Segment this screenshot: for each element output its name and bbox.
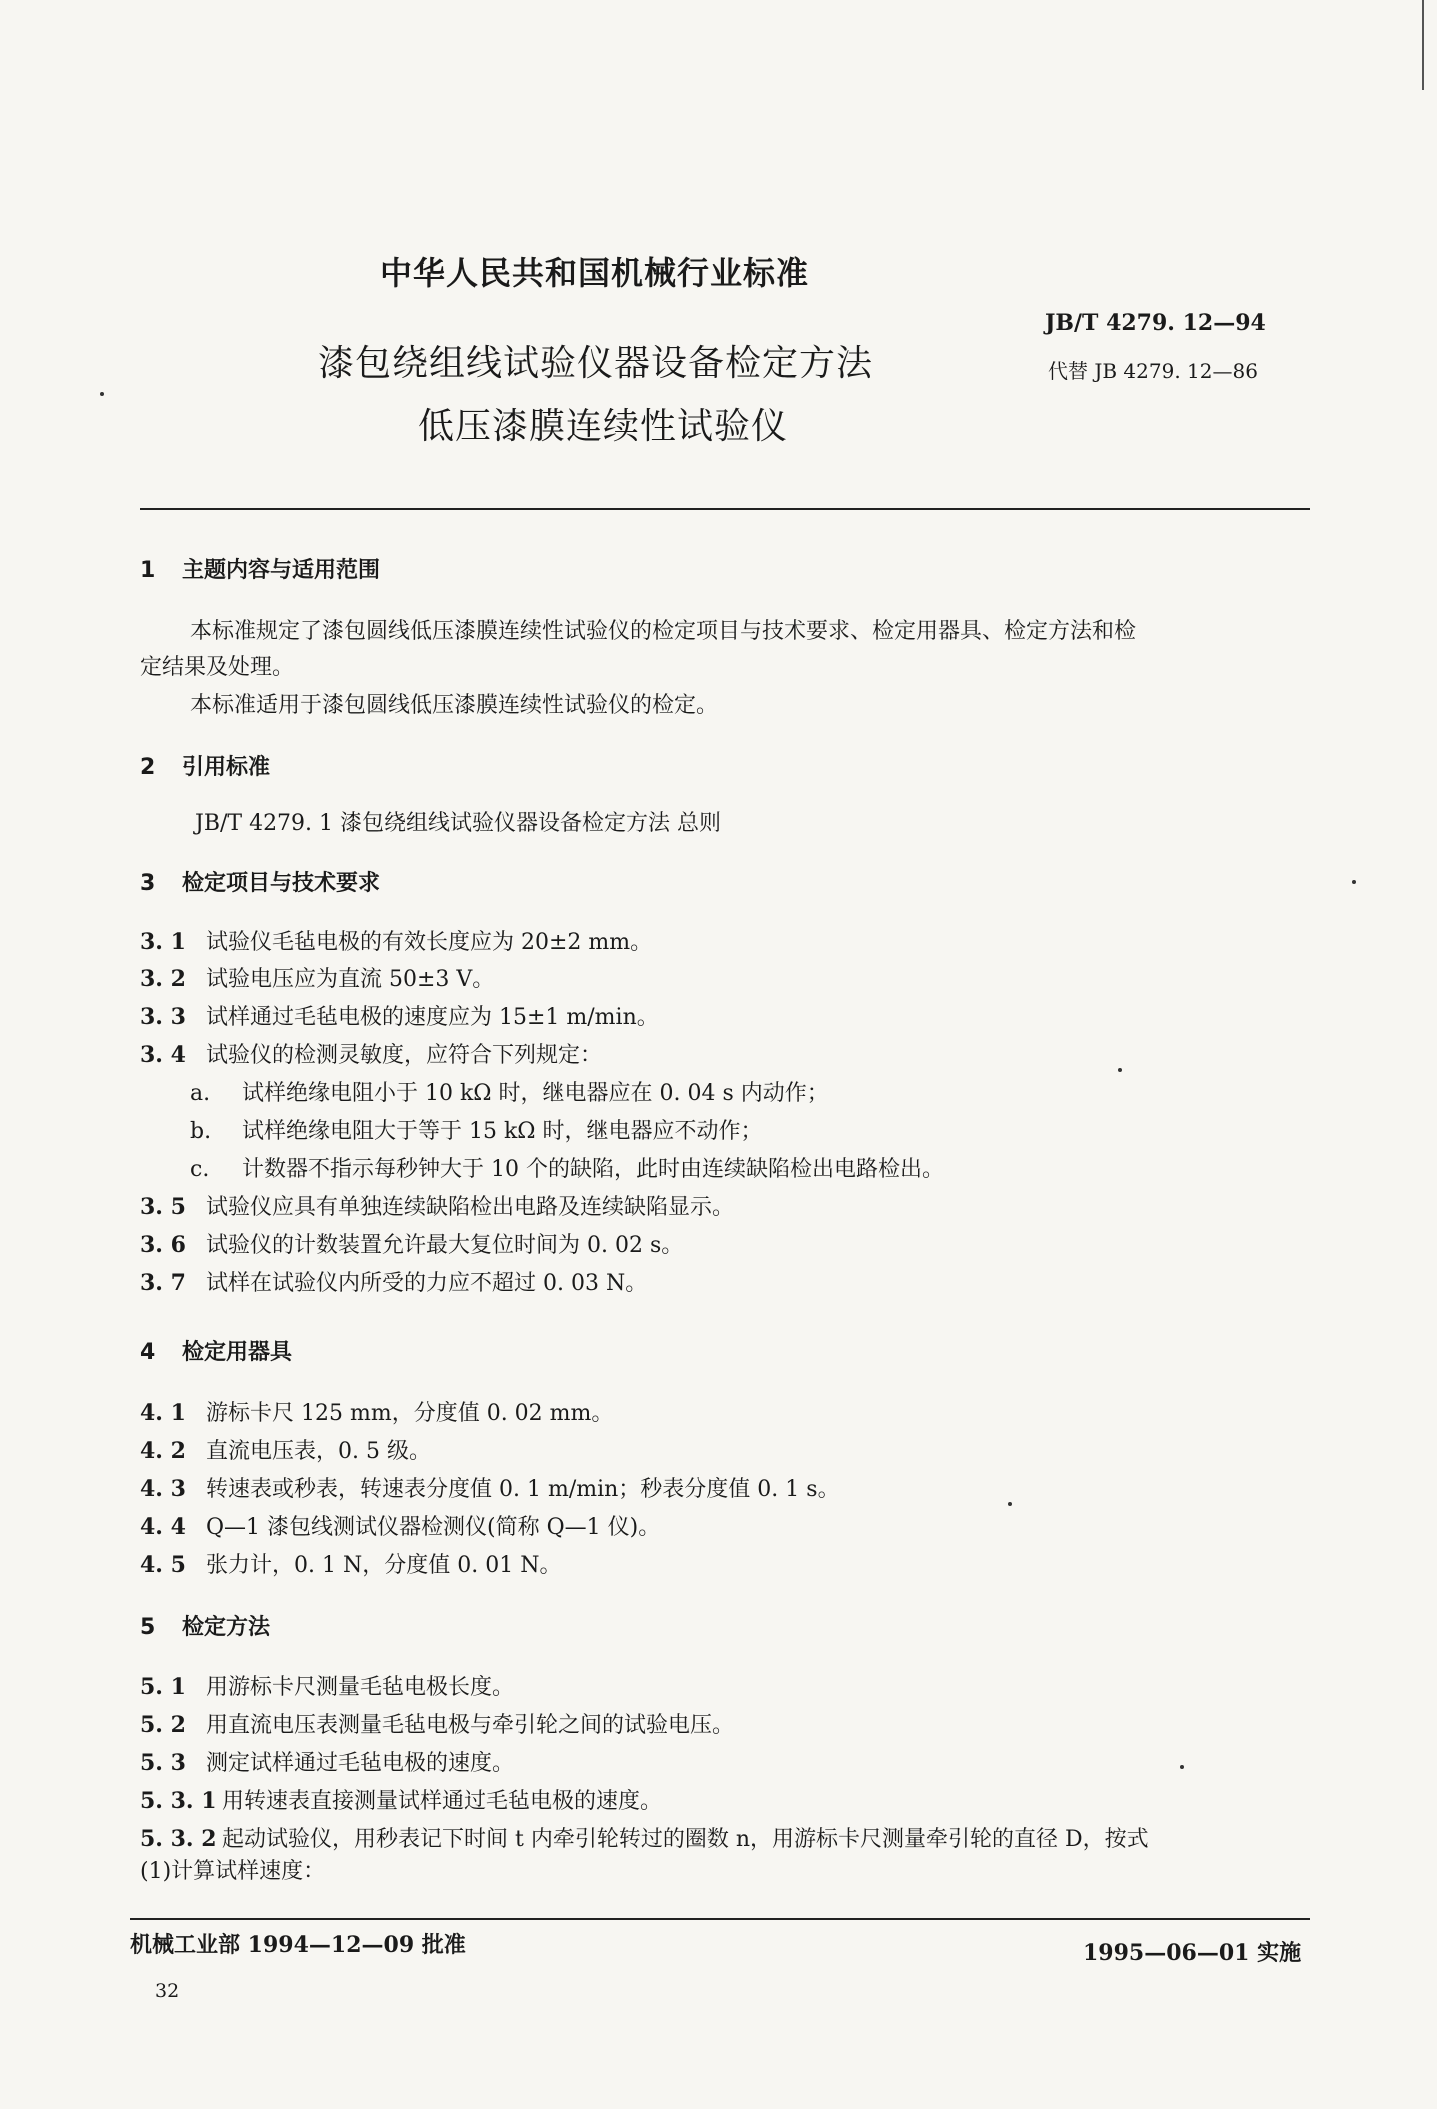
- document-title-line2: 低压漆膜连续性试验仪: [418, 406, 789, 447]
- clause-3-1: [140, 925, 652, 956]
- section-title: 检定用器具: [182, 1340, 293, 1365]
- effective-date: 1995—06—01 实施: [1083, 1940, 1302, 1966]
- clause-3-7: [140, 1266, 647, 1297]
- section-4-heading: [140, 1335, 292, 1366]
- section-number: 5: [140, 1615, 156, 1640]
- clause-5-3-2-continuation: (1)计算试样速度：: [140, 1859, 326, 1884]
- approval-date: 机械工业部 1994—12—09 批准: [130, 1932, 466, 1958]
- clause-3-5: [140, 1190, 734, 1221]
- clause-3-2: [140, 962, 494, 993]
- scan-speck: [100, 392, 104, 396]
- clause-text: 起动试验仪，用秒表记下时间 t 内牵引轮转过的圈数 n，用游标卡尺测量牵引轮的直径 D，按式: [222, 1827, 1149, 1852]
- clause-4-4: [140, 1510, 660, 1541]
- clause-number: 3. 2: [140, 966, 186, 992]
- clause-text: 试验仪毛毡电极的有效长度应为 20±2 mm。: [206, 930, 653, 955]
- clause-text: 试样通过毛毡电极的速度应为 15±1 m/min。: [206, 1005, 659, 1030]
- clause-number: 3. 6: [140, 1232, 186, 1258]
- clause-text: 测定试样通过毛毡电极的速度。: [206, 1751, 515, 1776]
- clause-3-3: [140, 1000, 659, 1031]
- clause-4-3: [140, 1472, 840, 1503]
- clause-3-4: [140, 1038, 602, 1069]
- clause-text: 试验仪应具有单独连续缺陷检出电路及连续缺陷显示。: [206, 1195, 735, 1220]
- clause-number: 4. 3: [140, 1476, 186, 1502]
- clause-3-6: [140, 1228, 683, 1259]
- scan-speck: [1180, 1765, 1184, 1769]
- clause-number: 5. 3. 2: [140, 1826, 217, 1852]
- clause-text: 用游标卡尺测量毛毡电极长度。: [206, 1675, 515, 1700]
- clause-text: 转速表或秒表，转速表分度值 0. 1 m/min；秒表分度值 0. 1 s。: [206, 1477, 840, 1502]
- clause-4-2: [140, 1434, 431, 1465]
- list-item-a: [190, 1076, 829, 1107]
- clause-4-1: [140, 1396, 613, 1427]
- clause-4-5: [140, 1548, 561, 1579]
- clause-5-3-1: [140, 1784, 662, 1815]
- clause-text: 游标卡尺 125 mm，分度值 0. 02 mm。: [206, 1401, 614, 1426]
- clause-number: 3. 4: [140, 1042, 186, 1068]
- section-title: 检定项目与技术要求: [182, 871, 381, 896]
- clause-5-3: [140, 1746, 514, 1777]
- clause-5-1: [140, 1670, 514, 1701]
- scan-speck: [1118, 1068, 1122, 1072]
- clause-number: 4. 2: [140, 1438, 186, 1464]
- reference-standard: JB/T 4279. 1 漆包绕组线试验仪器设备检定方法 总则: [195, 811, 722, 836]
- clause-number: 3. 3: [140, 1004, 186, 1030]
- section-title: 引用标准: [182, 755, 271, 780]
- list-item-b: [190, 1114, 763, 1145]
- section-3-heading: [140, 866, 380, 897]
- clause-text: 用直流电压表测量毛毡电极与牵引轮之间的试验电压。: [206, 1713, 735, 1738]
- item-label: c.: [190, 1157, 210, 1182]
- document-title-line1: 漆包绕组线试验仪器设备检定方法: [318, 343, 874, 384]
- item-text: 试样绝缘电阻小于 10 kΩ 时，继电器应在 0. 04 s 内动作；: [242, 1081, 829, 1106]
- clause-number: 4. 5: [140, 1552, 186, 1578]
- clause-number: 4. 4: [140, 1514, 186, 1540]
- clause-text: 试样在试验仪内所受的力应不超过 0. 03 N。: [206, 1271, 648, 1296]
- clause-5-2: [140, 1708, 734, 1739]
- item-label: a.: [190, 1081, 211, 1106]
- section-number: 1: [140, 558, 156, 583]
- section-2-heading: [140, 750, 270, 781]
- clause-number: 5. 1: [140, 1674, 186, 1700]
- item-text: 试样绝缘电阻大于等于 15 kΩ 时，继电器应不动作；: [242, 1119, 763, 1144]
- page-number: 32: [155, 1980, 180, 2002]
- clause-text: 试验仪的检测灵敏度，应符合下列规定：: [206, 1043, 603, 1068]
- clause-text: Q—1 漆包线测试仪器检测仪(简称 Q—1 仪)。: [206, 1515, 661, 1540]
- clause-text: 直流电压表，0. 5 级。: [206, 1439, 431, 1464]
- replaces-standard: 代替 JB 4279. 12—86: [1048, 359, 1258, 383]
- clause-text: 用转速表直接测量试样通过毛毡电极的速度。: [222, 1789, 663, 1814]
- clause-text: 试验电压应为直流 50±3 V。: [206, 967, 495, 992]
- item-text: 计数器不指示每秒钟大于 10 个的缺陷，此时由连续缺陷检出电路检出。: [242, 1157, 944, 1182]
- scan-speck: [1008, 1502, 1012, 1506]
- clause-number: 5. 3: [140, 1750, 186, 1776]
- scan-edge-mark: [1422, 0, 1424, 90]
- section-title: 主题内容与适用范围: [182, 558, 381, 583]
- header-rule: [140, 508, 1310, 510]
- section-number: 4: [140, 1340, 156, 1365]
- standard-number: JB/T 4279. 12—94: [1045, 310, 1266, 336]
- scan-speck: [1352, 880, 1356, 884]
- clause-text: 张力计，0. 1 N，分度值 0. 01 N。: [206, 1553, 562, 1578]
- section-1-paragraph-2: 本标准适用于漆包圆线低压漆膜连续性试验仪的检定。: [190, 693, 719, 718]
- clause-number: 5. 2: [140, 1712, 186, 1738]
- clause-number: 3. 1: [140, 929, 186, 955]
- clause-number: 3. 7: [140, 1270, 186, 1296]
- list-item-c: [190, 1152, 944, 1183]
- item-label: b.: [190, 1119, 212, 1144]
- footer-rule: [130, 1918, 1310, 1920]
- section-1-paragraph-1-line2: 定结果及处理。: [140, 655, 295, 680]
- section-5-heading: [140, 1610, 270, 1641]
- section-number: 3: [140, 871, 156, 896]
- clause-number: 3. 5: [140, 1194, 186, 1220]
- section-1-heading: [140, 553, 380, 584]
- section-number: 2: [140, 755, 156, 780]
- clause-text: 试验仪的计数装置允许最大复位时间为 0. 02 s。: [206, 1233, 684, 1258]
- clause-number: 4. 1: [140, 1400, 186, 1426]
- standard-type-heading: 中华人民共和国机械行业标准: [380, 254, 810, 292]
- section-title: 检定方法: [182, 1615, 271, 1640]
- section-1-paragraph-1-line1: 本标准规定了漆包圆线低压漆膜连续性试验仪的检定项目与技术要求、检定用器具、检定方法和检: [190, 619, 1137, 644]
- clause-5-3-2: [140, 1822, 1149, 1853]
- clause-number: 5. 3. 1: [140, 1788, 217, 1814]
